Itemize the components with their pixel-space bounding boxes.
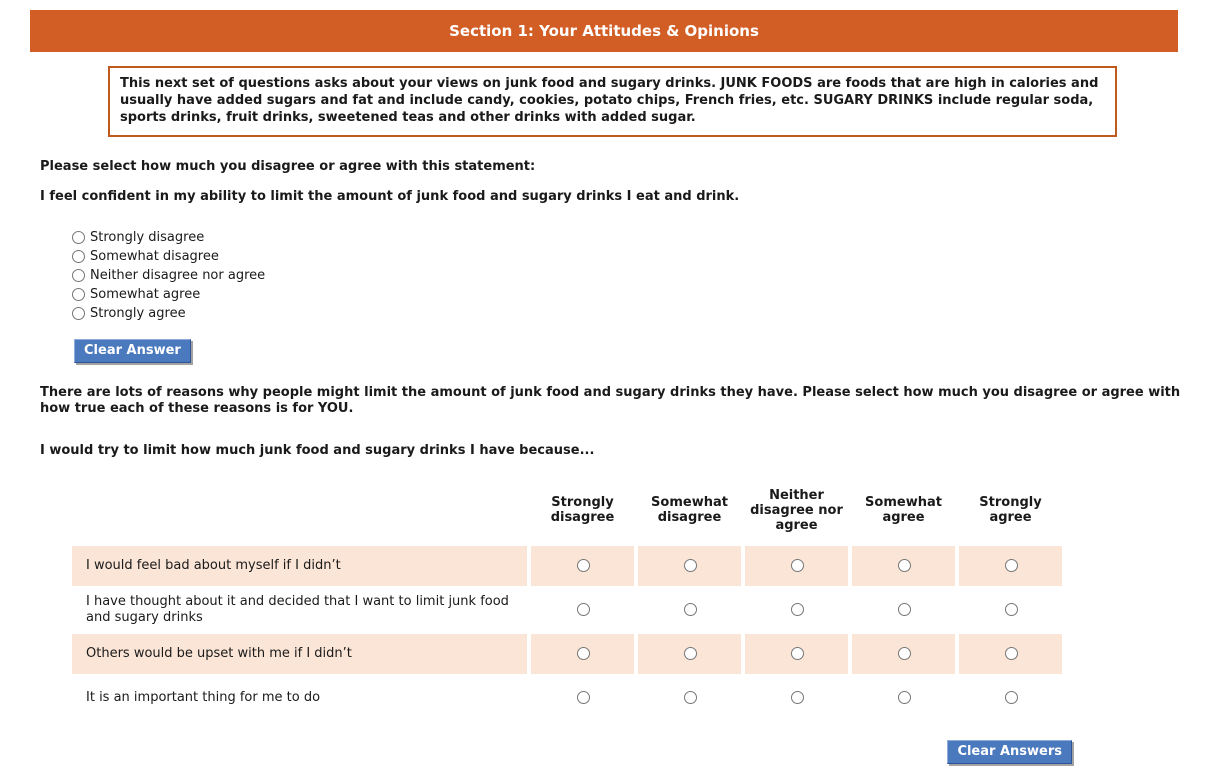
matrix-row-thought-about-it xyxy=(72,590,1062,630)
matrix-radio-r3-c2[interactable] xyxy=(791,691,804,704)
matrix-corner-cell xyxy=(72,482,527,542)
matrix-radio-r0-c0[interactable] xyxy=(577,559,590,572)
matrix-radio-r2-c1[interactable] xyxy=(684,647,697,660)
row-label: It is an important thing for me to do xyxy=(86,690,321,705)
matrix-radio-r0-c2[interactable] xyxy=(791,559,804,572)
matrix-radio-r1-c0[interactable] xyxy=(577,603,590,616)
matrix-row-important-thing xyxy=(72,678,1062,718)
column-strongly-disagree: Strongly disagree xyxy=(550,495,615,525)
matrix-radio-r0-c4[interactable] xyxy=(1005,559,1018,572)
option-label: Strongly disagree xyxy=(90,230,205,245)
matrix-radio-r2-c3[interactable] xyxy=(898,647,911,660)
agreement-matrix xyxy=(68,478,1066,722)
question1-options xyxy=(72,228,1208,323)
intro-instructions-box xyxy=(108,66,1117,137)
option-strongly-disagree[interactable] xyxy=(72,228,1208,247)
matrix-radio-r3-c1[interactable] xyxy=(684,691,697,704)
column-neither: Neither disagree nor agree xyxy=(750,487,843,533)
matrix-radio-r3-c0[interactable] xyxy=(577,691,590,704)
question1-prompt: Please select how much you disagree or agree with this statement: xyxy=(40,159,536,174)
option-strongly-agree[interactable] xyxy=(72,304,1208,323)
question2-intro: There are lots of reasons why people might limit the amount of junk food and sugary drinks they have. Please select how much you disagree or agree with how true each of these reasons is for YOU. xyxy=(40,385,1181,416)
column-somewhat-agree: Somewhat agree xyxy=(865,495,942,525)
radio-somewhat-agree[interactable] xyxy=(72,288,85,301)
matrix-radio-r3-c4[interactable] xyxy=(1005,691,1018,704)
matrix-radio-r1-c1[interactable] xyxy=(684,603,697,616)
matrix-radio-r1-c3[interactable] xyxy=(898,603,911,616)
option-label: Somewhat disagree xyxy=(90,249,219,264)
matrix-radio-r2-c0[interactable] xyxy=(577,647,590,660)
radio-somewhat-disagree[interactable] xyxy=(72,250,85,263)
row-label: I have thought about it and decided that I want to limit junk food and sugary drinks xyxy=(86,594,509,625)
column-strongly-agree: Strongly agree xyxy=(979,495,1042,525)
matrix-radio-r1-c4[interactable] xyxy=(1005,603,1018,616)
option-neither[interactable] xyxy=(72,266,1208,285)
question1-statement: I feel confident in my ability to limit the amount of junk food and sugary drinks I eat and drink. xyxy=(40,189,740,204)
matrix-row-others-upset xyxy=(72,634,1062,674)
option-somewhat-agree[interactable] xyxy=(72,285,1208,304)
section-header xyxy=(30,10,1178,52)
matrix-row-feel-bad xyxy=(72,546,1062,586)
matrix-radio-r0-c3[interactable] xyxy=(898,559,911,572)
row-label: Others would be upset with me if I didn’t xyxy=(72,634,527,674)
clear-answers-button[interactable]: Clear Answers xyxy=(947,740,1072,764)
column-somewhat-disagree: Somewhat disagree xyxy=(651,495,728,525)
option-label: Neither disagree nor agree xyxy=(90,268,266,283)
option-label: Strongly agree xyxy=(90,306,186,321)
radio-strongly-disagree[interactable] xyxy=(72,231,85,244)
matrix-header-row xyxy=(72,482,1062,542)
matrix-radio-r3-c3[interactable] xyxy=(898,691,911,704)
section-title: Section 1: Your Attitudes & Opinions xyxy=(449,22,759,40)
question2-stem: I would try to limit how much junk food and sugary drinks I have because... xyxy=(40,443,595,458)
matrix-radio-r2-c4[interactable] xyxy=(1005,647,1018,660)
matrix-radio-r0-c1[interactable] xyxy=(684,559,697,572)
radio-strongly-agree[interactable] xyxy=(72,307,85,320)
matrix-radio-r2-c2[interactable] xyxy=(791,647,804,660)
option-label: Somewhat agree xyxy=(90,287,201,302)
clear-answer-button[interactable]: Clear Answer xyxy=(74,339,191,363)
radio-neither[interactable] xyxy=(72,269,85,282)
matrix-radio-r1-c2[interactable] xyxy=(791,603,804,616)
row-label: I would feel bad about myself if I didn’t xyxy=(72,546,527,586)
option-somewhat-disagree[interactable] xyxy=(72,247,1208,266)
intro-instructions-text: This next set of questions asks about your views on junk food and sugary drinks. JUNK FOODS are foods that are high in calories and usually have added sugars and fat and include candy, cookies, potato chips, French fries, etc. SUGARY DRINKS include regular soda, sports drinks, fruit drinks, sweetened teas and other drinks with added sugar. xyxy=(120,76,1099,125)
